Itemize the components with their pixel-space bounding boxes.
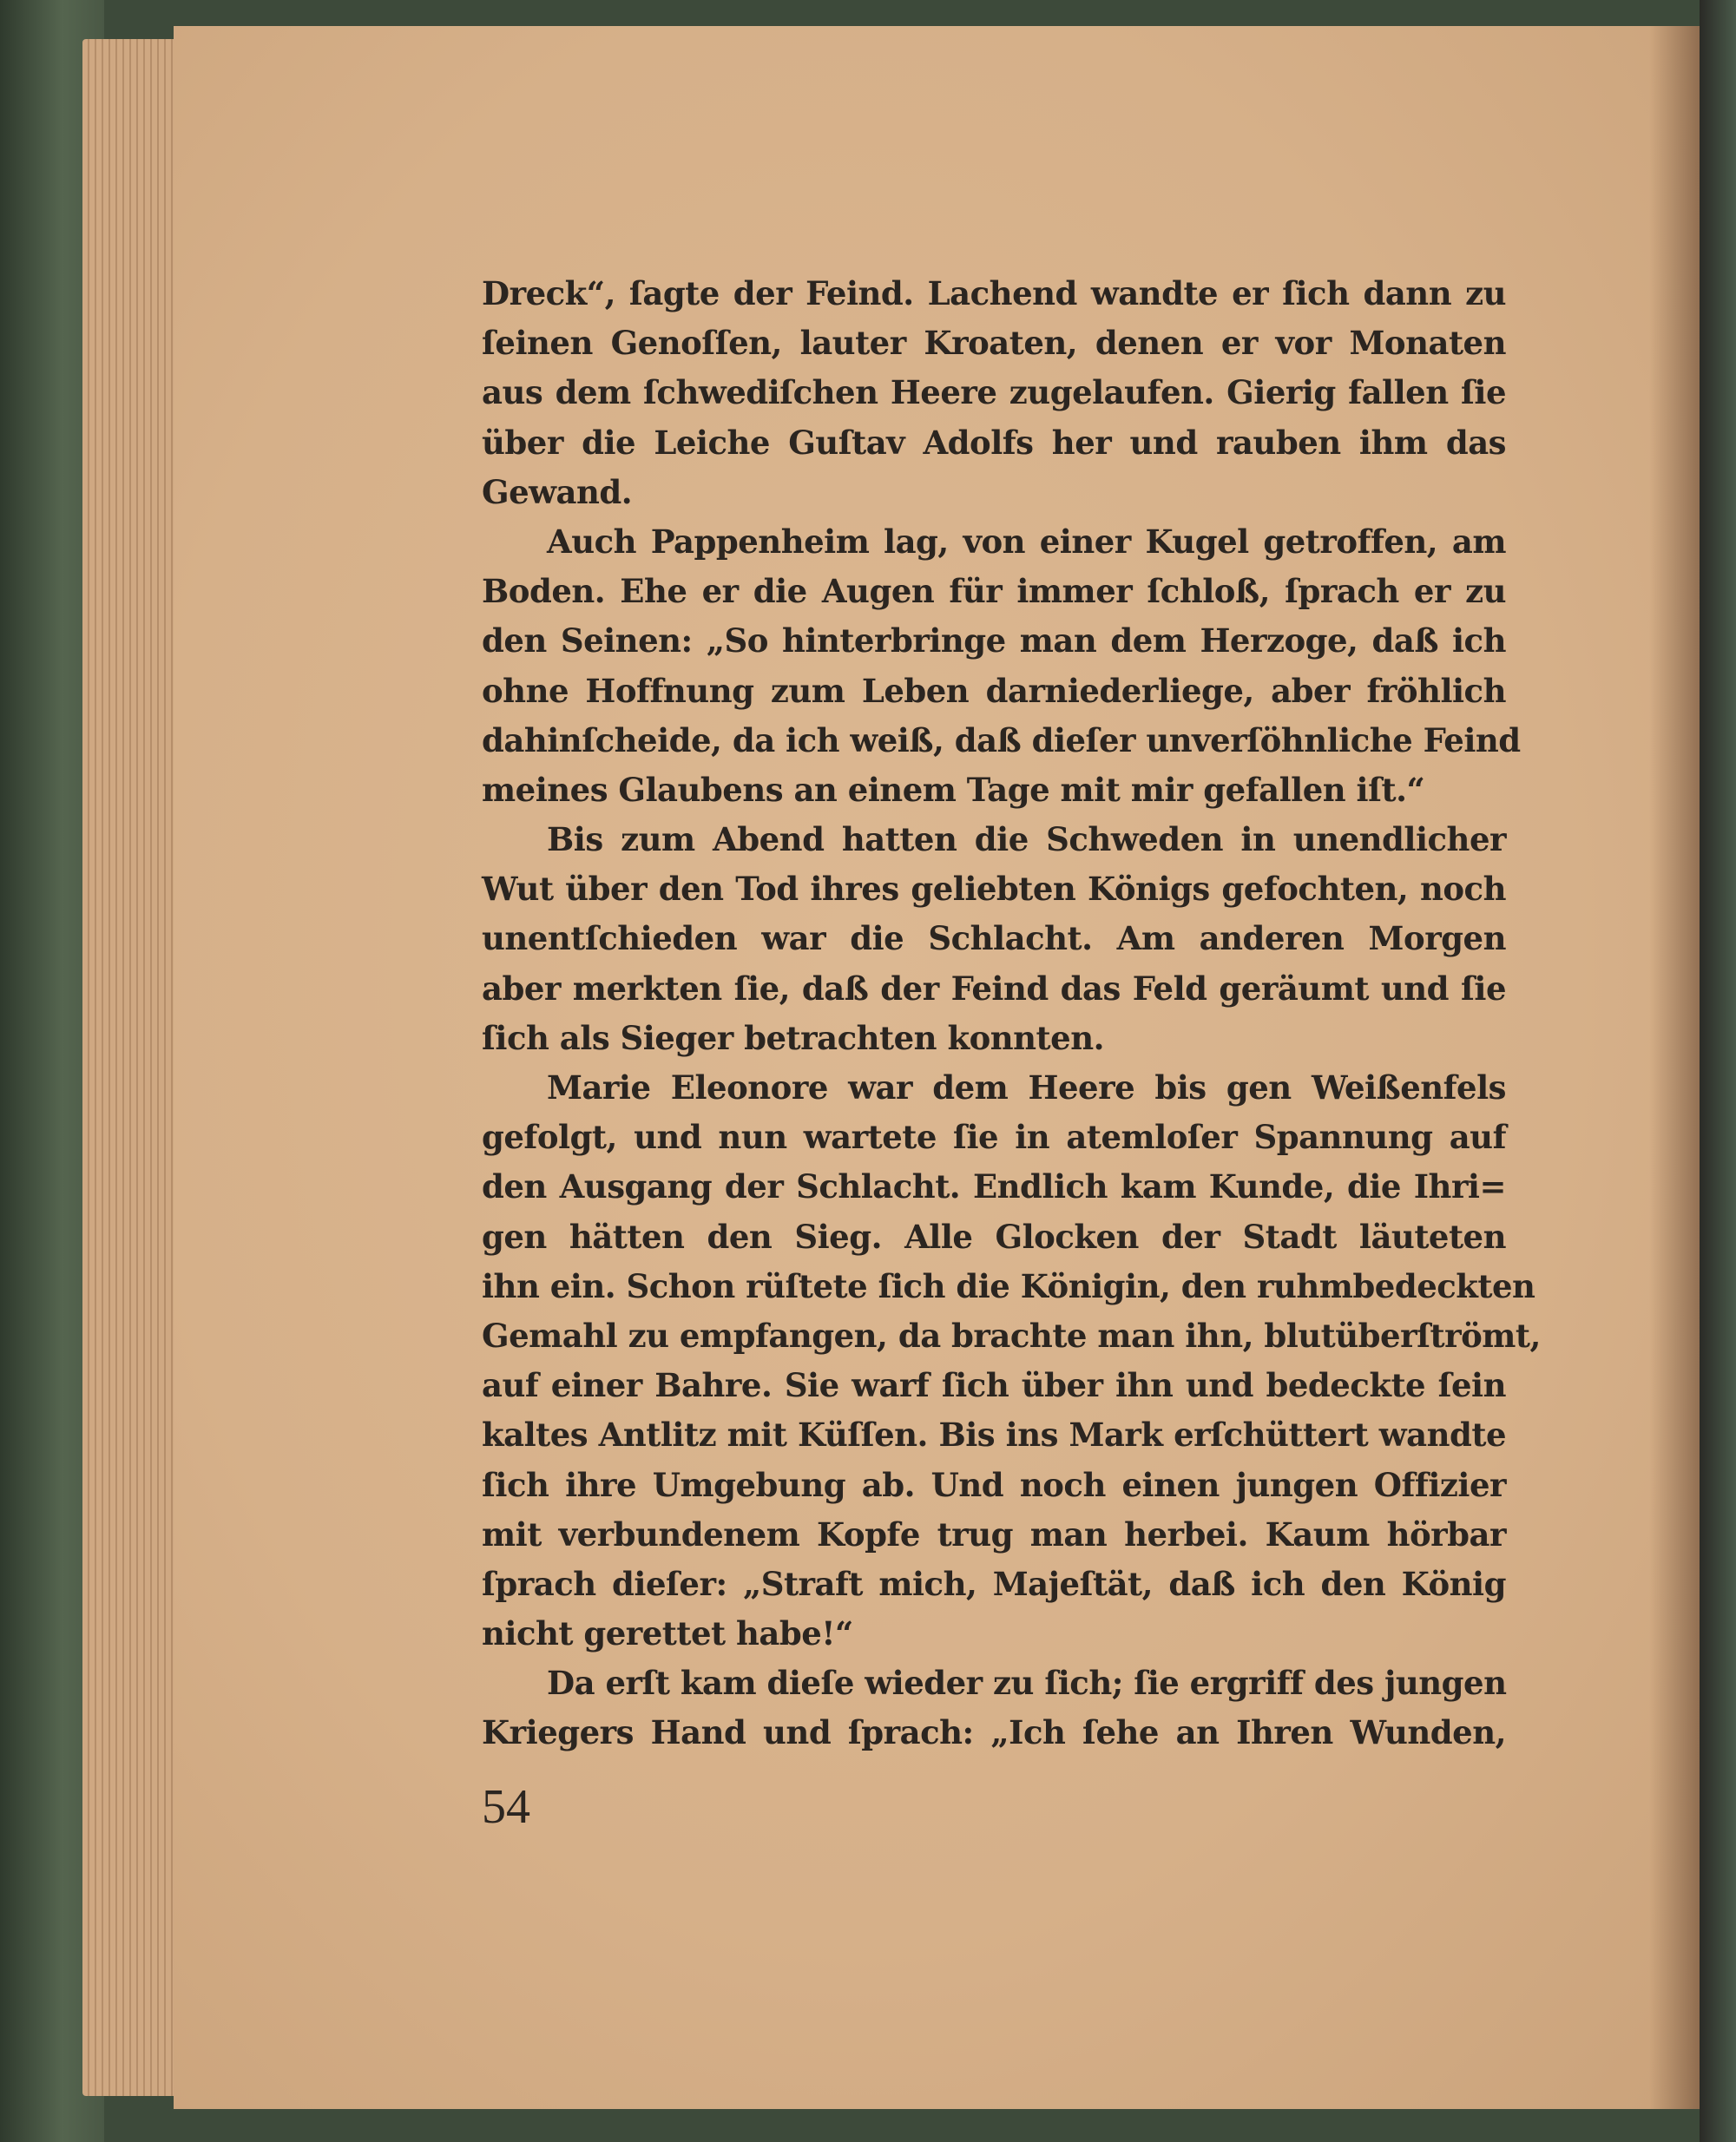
text-line: ſich als Sieger betrachten konnten. [482,1018,1104,1057]
text-line: Gewand. [482,472,633,511]
text-line: Bis zum Abend hatten die Schweden in unendlicher [547,820,1506,859]
text-line: den Ausgang der Schlacht. Endlich kam Kunde, die Ihri= [482,1167,1506,1206]
text-line: ſeinen Genoſſen, lauter Kroaten, denen er vor Monaten [482,324,1506,363]
text-line: gen hätten den Sieg. Alle Glocken der Stadt läuteten [482,1217,1506,1256]
text-line: Kriegers Hand und ſprach: „Ich ſehe an Ihren Wunden, [482,1713,1506,1752]
paragraph [482,1659,1506,1758]
page-number: 54 [482,1780,530,1834]
text-line: den Seinen: „So hinterbringe man dem Herzoge, daß ich [482,621,1506,660]
text-line: aus dem ſchwediſchen Heere zugelaufen. Gierig fallen ſie [482,373,1506,412]
text-line: über die Leiche Guſtav Adolfs her und rauben ihm das [482,423,1506,462]
paragraph [482,517,1521,815]
text-line: Gemahl zu empfangen, da brachte man ihn, blutüberſtrömt, [482,1316,1541,1355]
text-line: ſich ihre Umgebung ab. Und noch einen jungen Offizier [482,1465,1506,1504]
text-line: ſprach dieſer: „Straft mich, Majeſtät, daß ich den König [482,1564,1506,1603]
text-line: Marie Eleonore war dem Heere bis gen Weißenfels [547,1068,1506,1107]
text-line: Auch Pappenheim lag, von einer Kugel getroffen, am [547,522,1506,561]
text-line: meines Glaubens an einem Tage mit mir gefallen iſt.“ [482,770,1425,809]
paragraph [482,815,1506,1063]
text-line: auf einer Bahre. Sie warf ſich über ihn und bedeckte ſein [482,1366,1506,1405]
paragraph [482,269,1506,517]
text-line: ihn ein. Schon rüſtete ſich die Königin, den ruhmbedeckten [482,1266,1535,1305]
page-stack-edge [82,39,187,2096]
text-line: Boden. Ehe er die Augen für immer ſchloß, ſprach er zu [482,572,1506,611]
page-gutter-shadow [1649,26,1701,2109]
text-line: Da erſt kam dieſe wieder zu ſich; ſie ergriff des jungen [547,1664,1507,1703]
text-line: kaltes Antlitz mit Küſſen. Bis ins Mark erſchüttert wandte [482,1416,1506,1455]
text-line: unentſchieden war die Schlacht. Am anderen Morgen [482,919,1506,958]
text-line: nicht gerettet habe!“ [482,1614,853,1653]
text-line: aber merkten ſie, daß der Feind das Feld geräumt und ſie [482,969,1506,1008]
body-text [482,269,1541,1758]
text-line: Dreck“, ſagte der Feind. Lachend wandte er ſich dann zu [482,274,1506,312]
text-line: dahinſcheide, da ich weiß, daß dieſer unverſöhnliche Feind [482,720,1521,759]
text-line: Wut über den Tod ihres geliebten Königs gefochten, noch [482,870,1506,909]
text-line: ohne Hoffnung zum Leben darniederliege, aber fröhlich [482,671,1506,710]
text-line: mit verbundenem Kopfe trug man herbei. Kaum hörbar [482,1515,1506,1554]
book-binding-right [1700,0,1736,2142]
text-line: gefolgt, und nun wartete ſie in atemloſer Spannung auf [482,1118,1506,1157]
paragraph [482,1063,1541,1659]
